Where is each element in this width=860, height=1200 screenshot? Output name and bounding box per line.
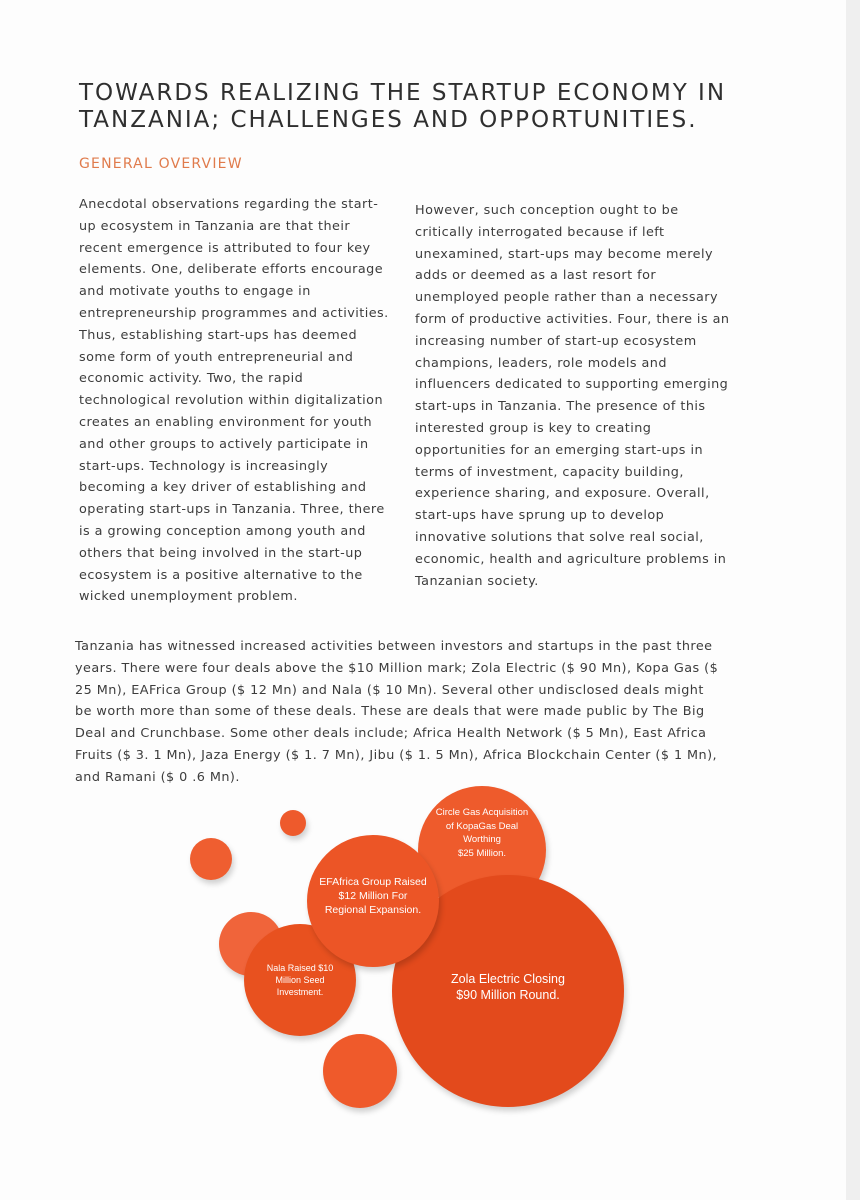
decor-bubble-bottom xyxy=(323,1034,397,1108)
nala-deal-label: Nala Raised $10 Million Seed Investment. xyxy=(266,963,334,997)
decor-bubble-medium xyxy=(190,838,232,880)
kopagas-deal-label: Circle Gas Acquisition of KopaGas Deal Worthing $25 Million. xyxy=(435,807,529,859)
section-heading: GENERAL OVERVIEW xyxy=(79,156,243,172)
page-edge xyxy=(846,0,860,1200)
deals-paragraph: Tanzania has witnessed increased activities between investors and startups in the past three years. There were four deals above the $10 Million mark; Zola Electric ($ 90 Mn), Kopa Gas ($ 25 Mn), EAFrica Group ($ 12 Mn) and Nala ($ 10 Mn). Several other undisclosed deals might be worth more than some of these deals. These are deals that were made public by The Big Deal and Crunchbase. Some other deals include; Africa Health Network ($ 5 Mn), East Africa Fruits ($ 3. 1 Mn), Jaza Energy ($ 1. 7 Mn), Jibu ($ 1. 5 Mn), Africa Blockchain Center ($ 1 Mn), and Ramani ($ 0 .6 Mn). xyxy=(75,639,719,785)
efafrica-deal-bubble xyxy=(307,835,439,967)
decor-bubble-small xyxy=(280,810,306,836)
right-column-text: However, such conception ought to be critically interrogated because if left unexamined, start-ups may become merely adds or deemed as a last resort for unemployed people rather than a necessary form of productive activities. Four, there is an increasing number of start-up ecosystem champions, leaders, role models and influencers dedicated to supporting emerging start-ups in Tanzania. The presence of this interested group is key to creating opportunities for an emerging start-ups in terms of investment, capacity building, experience sharing, and exposure. Overall, start-ups have sprung up to develop innovative solutions that solve real social, economic, health and agriculture problems in Tanzanian society. xyxy=(415,203,730,589)
efafrica-deal-label: EFAfrica Group Raised $12 Million For Regional Expansion. xyxy=(319,876,427,916)
left-column-text: Anecdotal observations regarding the start- up ecosystem in Tanzania are that their recent emergence is attributed to four key elements. One, deliberate efforts encourage and motivate youths to engage in entrepreneurship programmes and activities. Thus, establishing start-ups has deemed some form of youth entrepreneurial and economic activity. Two, the rapid technological revolution within digitalization creates an enabling environment for youth and other groups to actively participate in start-ups. Technology is increasingly becoming a key driver of establishing and operating start-ups in Tanzania. Three, there is a growing conception among youth and others that being involved in the start-up ecosystem is a positive alternative to the wicked unemployment problem. xyxy=(79,197,389,605)
document-title: TOWARDS REALIZING THE STARTUP ECONOMY IN TANZANIA; CHALLENGES AND OPPORTUNITIES. xyxy=(79,80,727,133)
zola-deal-label: Zola Electric Closing $90 Million Round. xyxy=(451,972,565,1002)
